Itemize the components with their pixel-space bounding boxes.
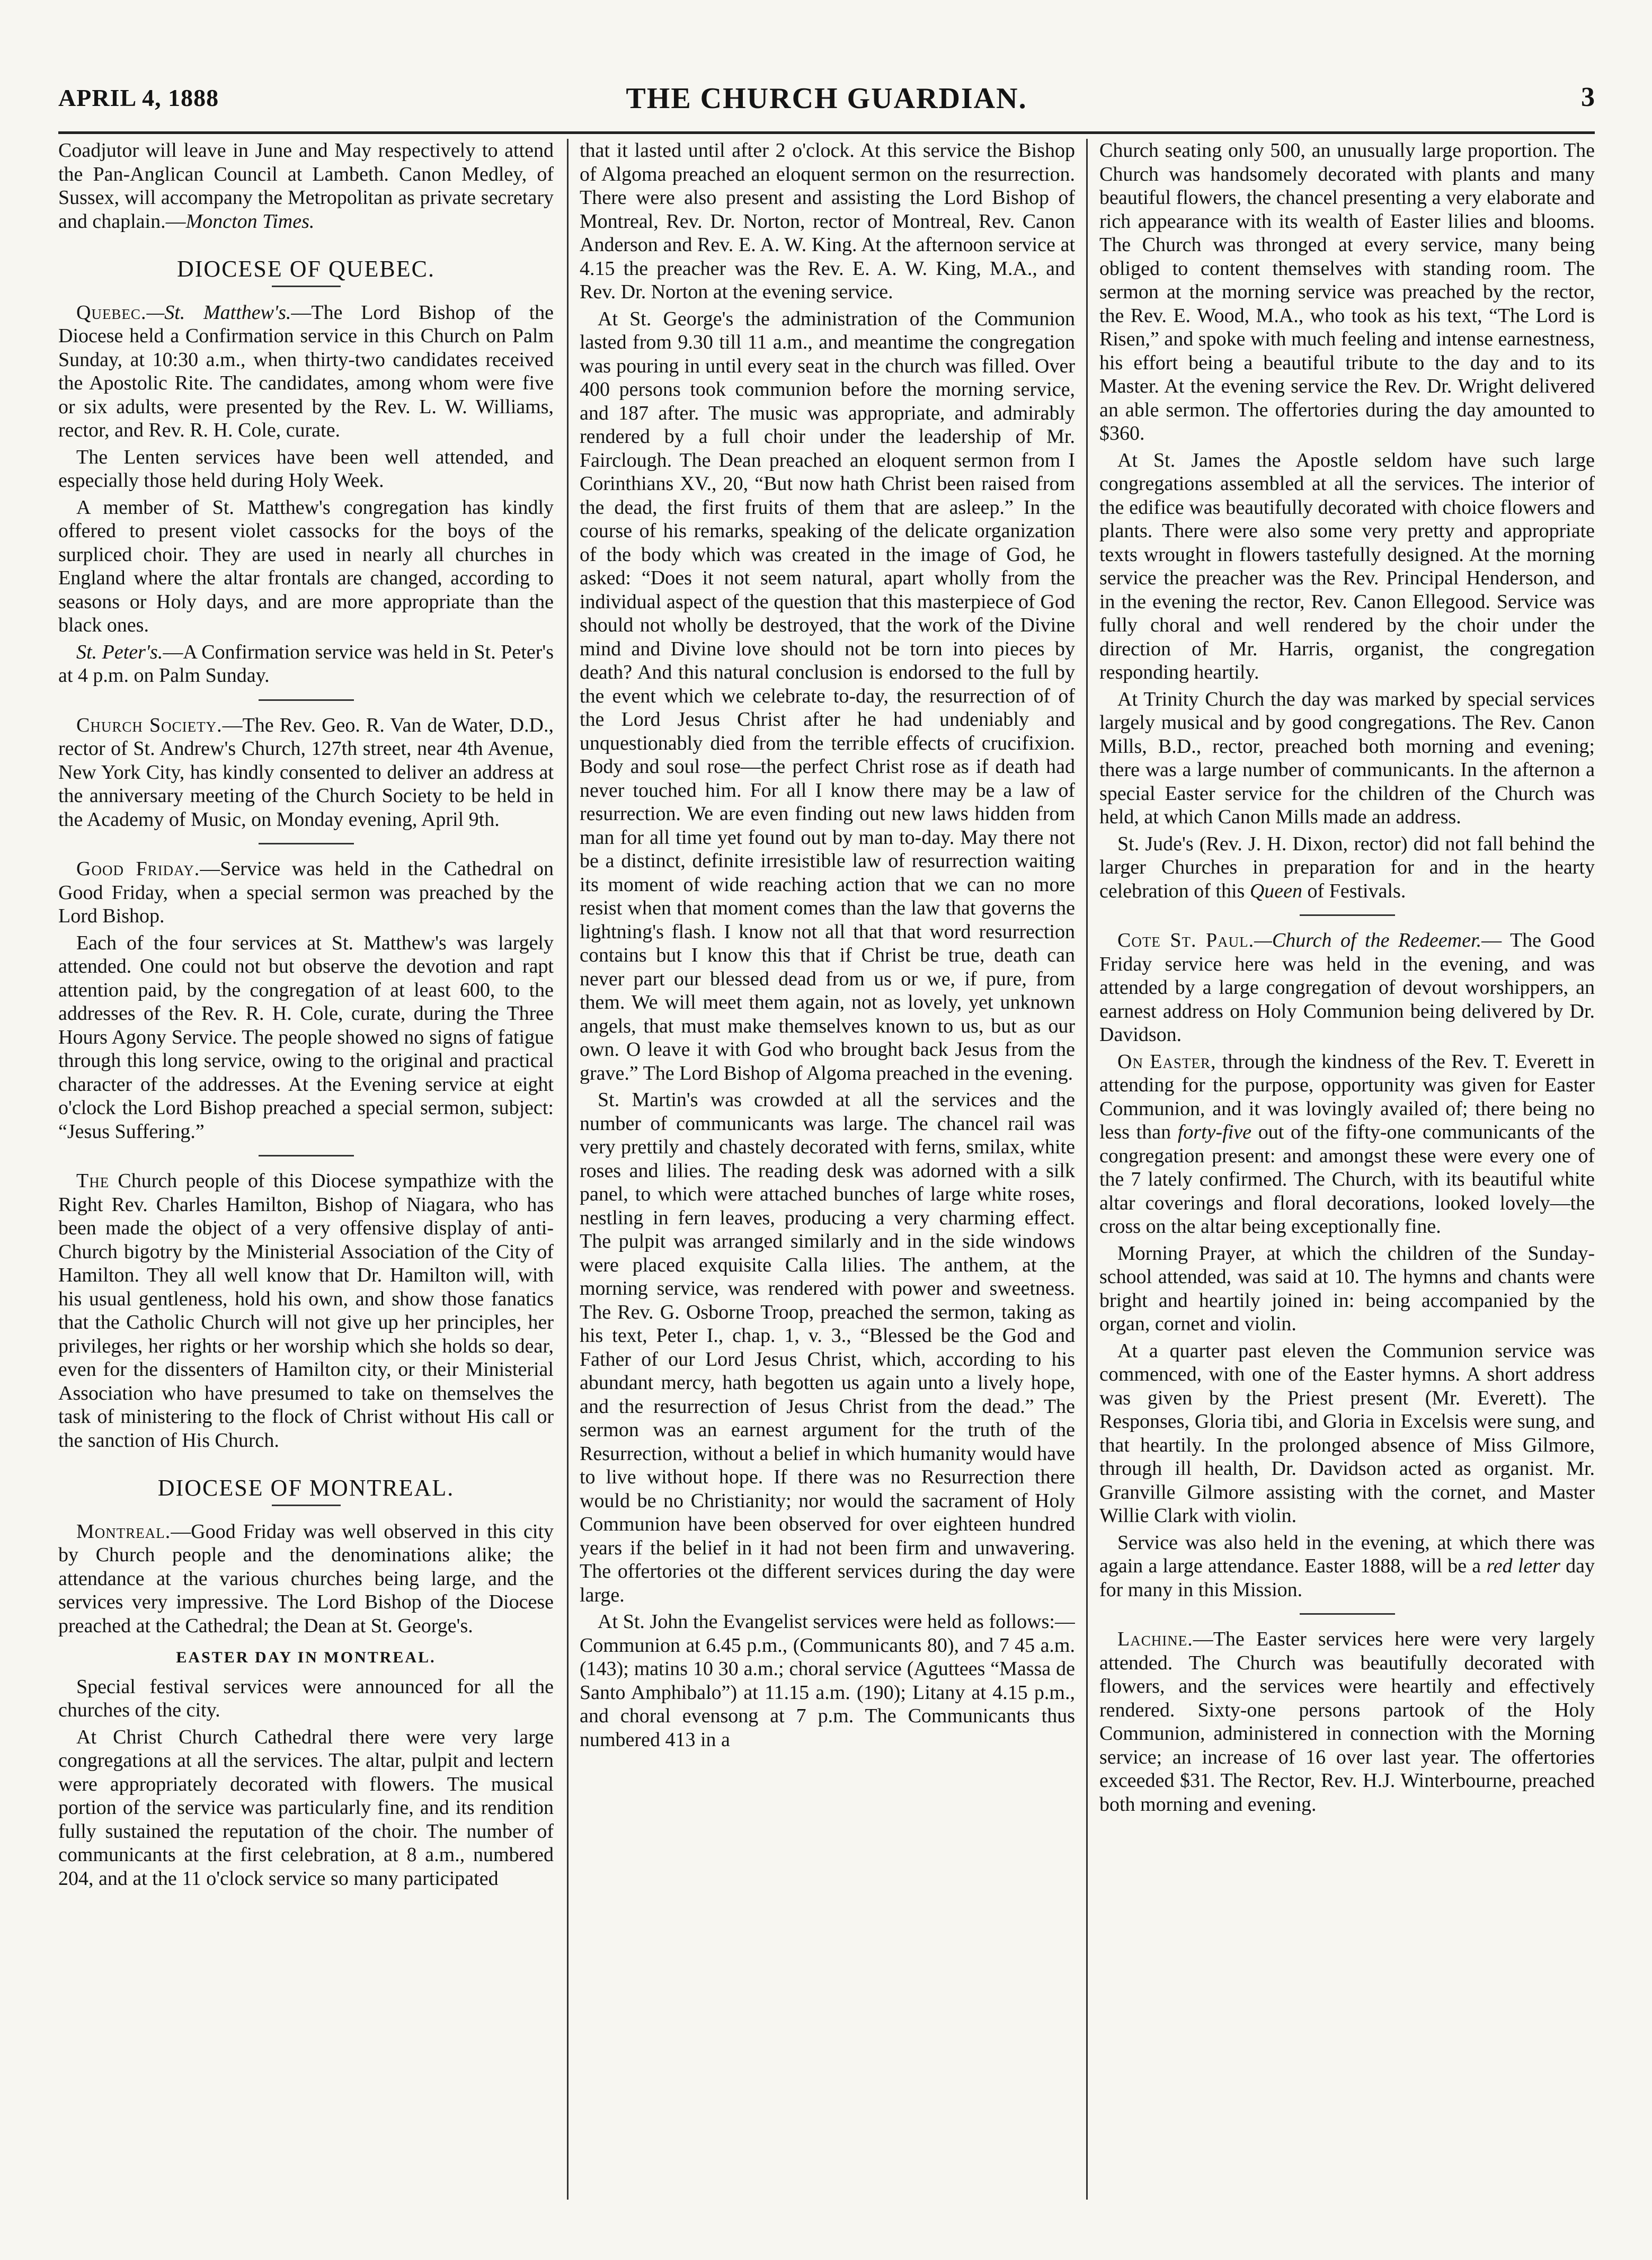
article-paragraph: A member of St. Matthew's congregation has kindly offered to present violet cassocks for the boys of the surpliced choir. They are used in nearly all churches in England where the altar frontals are changed, according to seasons or Holy days, and are more appropriate than the black ones.: [58, 496, 554, 636]
separator-rule: [259, 1155, 354, 1156]
article-paragraph: On Easter, through the kindness of the Rev. T. Everett in attending for the purpose, opportunity was given for Easter Communion, and it was lovingly availed of; there being no less than forty-five out of the fifty-one communicants of the congregation present: and amongst these were every one of the 7 lately confirmed. The Church, with its beautiful white altar coverings and floral decorations, looked lovely—the cross on the altar being exceptionally fine.: [1099, 1050, 1595, 1238]
newspaper-title: THE CHURCH GUARDIAN.: [626, 82, 1027, 115]
column-rule: [567, 139, 569, 2200]
heading-rule: [272, 1505, 341, 1506]
article-paragraph: Lachine.—The Easter services here were very largely attended. The Church was beautifully decorated with flowers, and the services were heartily and effectively rendered. Sixty-one persons partook of the Holy Communion, administered in connection with the Morning service; an increase of 16 over last year. The offertories exceeded $31. The Rector, Rev. H.J. Winterbourne, preached both morning and evening.: [1099, 1628, 1595, 1816]
article-paragraph: St. Jude's (Rev. J. H. Dixon, rector) did not fall behind the larger Churches in preparation for and in the hearty celebration of this Queen of Festivals.: [1099, 832, 1595, 902]
article-paragraph: Each of the four services at St. Matthew's was largely attended. One could not but observe the devotion and rapt attention paid, by the congregation of at least 600, to the addresses of the Rev. R. H. Cole, curate, during the Three Hours Agony Service. The people showed no signs of fatigue through this long service, owing to the original and practical character of the addresses. At the Evening service at eight o'clock the Lord Bishop preached a special sermon, subject: “Jesus Suffering.”: [58, 931, 554, 1143]
column-1: [58, 139, 554, 2205]
column-2: [580, 139, 1075, 2205]
article-paragraph: At St. George's the administration of the Communion lasted from 9.30 till 11 a.m., and meantime the congregation was pouring in until every seat in the church was filled. Over 400 persons took communion before the morning service, and 187 after. The music was appropriate, and admirably rendered by a full choir under the leadership of Mr. Fairclough. The Dean preached an eloquent sermon from I Corinthians XV., 20, “But now hath Christ been raised from the dead, the first fruits of them that are asleep.” In the course of his remarks, speaking of the delicate organization of the body which was created in the image of God, he asked: “Does it not seem natural, apart wholly from the individual aspect of the question that this masterpiece of God should not wholly be destroyed, that the work of the Divine mind and Divine love should not be torn into pieces by death? And this natural conclusion is endorsed to the full by the event which we celebrate to-day, the resurrection of of the Lord Jesus Christ after he had undeniably and unquestionably died from the terrible effects of crucifixion. Body and soul rose—the perfect Christ rose as if death had never touched him. For all I know there may be a law of resurrection. We are even finding out new laws hidden from man for all time yet found out by man to-day. May there not be a distinct, definite irresistible law of resurrection waiting its moment of wide reaching action that we can no more resist when that moment comes than the law that governs the lightning's flash. I know not all that that word resurrection contains but I know this that if Christ be true, death can never part our blessed dead from us or we, if pure, from them. We will meet them again, not as lovely, yet unknown angels, that must make themselves known to us, but as our own. O leave it with God who brought back Jesus from the grave.” The Lord Bishop of Algoma preached in the evening.: [580, 307, 1075, 1084]
article-paragraph: At Trinity Church the day was marked by special services largely musical and by good congregations. The Rev. Canon Mills, B.D., rector, preached both morning and evening; there was a large number of communicants. In the afternon a special Easter service for the children of the Church was held, at which Canon Mills made an address.: [1099, 688, 1595, 828]
article-paragraph: At St. John the Evangelist services were held as follows:—Communion at 6.45 p.m., (Communicants 80), and 7 45 a.m. (143); matins 10 30 a.m.; choral service (Aguttees “Massa de Santo Amphibalo”) at 11.15 a.m. (190); Litany at 4.15 p.m., and choral evensong at 7 p.m. The Communicants thus numbered 413 in a: [580, 1611, 1075, 1751]
article-paragraph: Quebec.—St. Matthew's.—The Lord Bishop of the Diocese held a Confirmation service in this Church on Palm Sunday, at 10:30 a.m., when thirty-two candidates received the Apostolic Rite. The candidates, among whom were five or six adults, were presented by the Rev. L. W. Williams, rector, and Rev. R. H. Cole, curate.: [58, 301, 554, 441]
article-paragraph: Coadjutor will leave in June and May respectively to attend the Pan-Anglican Council at Lambeth. Canon Medley, of Sussex, will accompany the Metropolitan as private secretary and chaplain.—Moncton Times.: [58, 139, 554, 233]
issue-date: APRIL 4, 1888: [58, 84, 219, 111]
separator-rule: [1300, 1613, 1395, 1615]
article-paragraph: The Church people of this Diocese sympathize with the Right Rev. Charles Hamilton, Bishop of Niagara, who has been made the object of a very offensive display of anti-Church bigotry by the Ministerial Association of the City of Hamilton. They all well know that Dr. Hamilton will, with his usual gentleness, hold his own, and show those fanatics that the Catholic Church will not give up her principles, her privileges, her rights or her worship which she holds so dear, even for the dissenters of Hamilton city, or their Ministerial Association who have presumed to take on themselves the task of ministering to the flock of Christ without His call or the sanction of His Church.: [58, 1170, 554, 1452]
article-paragraph: that it lasted until after 2 o'clock. At this service the Bishop of Algoma preached an eloquent sermon on the resurrection. There were also present and assisting the Lord Bishop of Montreal, Rev. Dr. Norton, rector of Montreal, Rev. Canon Anderson and Rev. E. A. W. King. At the afternoon service at 4.15 the preacher was the Rev. E. A. W. King, M.A., and Rev. Dr. Norton at the evening service.: [580, 139, 1075, 303]
source-credit: Moncton Times.: [185, 210, 315, 233]
article-paragraph: Cote St. Paul.—Church of the Redeemer.— The Good Friday service here was held in the evening, and was attended by a large congregation of devout worshippers, an earnest address on Holy Communion being delivered by Dr. Davidson.: [1099, 929, 1595, 1046]
separator-rule: [259, 699, 354, 701]
subheading: EASTER DAY IN MONTREAL.: [176, 1649, 436, 1666]
article-paragraph: At a quarter past eleven the Communion service was commenced, with one of the Easter hymns. A short address was given by the Priest present (Mr. Everett). The Responses, Gloria tibi, and Gloria in Excelsis were sung, and that heartily. In the prolonged absence of Miss Gilmore, through ill health, Dr. Davidson acted as organist. Mr. Granville Gilmore assisting with the cornet, and Master Willie Clark with violin.: [1099, 1339, 1595, 1527]
article-paragraph: Church seating only 500, an unusually large proportion. The Church was handsomely decorated with plants and many beautiful flowers, the chancel presenting a very elaborate and rich appearance with its wealth of Easter lilies and blooms. The Church was thronged at every service, many being obliged to content themselves with standing room. The sermon at the morning service was preached by the rector, the Rev. E. Wood, M.A., who took as his text, “The Lord is Risen,” and spoke with much feeling and intense earnestness, his effort being a beautiful tribute to the day and to its Master. At the evening service the Rev. Dr. Wright delivered an able sermon. The offertories during the day amounted to $360.: [1099, 139, 1595, 444]
column-rule: [1086, 139, 1088, 2200]
article-paragraph: Service was also held in the evening, at which there was again a large attendance. Easter 1888, will be a red letter day for many in this Mission.: [1099, 1531, 1595, 1601]
article-paragraph: The Lenten services have been well attended, and especially those held during Holy Week.: [58, 446, 554, 492]
article-paragraph: Good Friday.—Service was held in the Cathedral on Good Friday, when a special sermon was preached by the Lord Bishop.: [58, 858, 554, 927]
article-paragraph: At Christ Church Cathedral there were very large congregations at all the services. The altar, pulpit and lectern were appropriately decorated with flowers. The musical portion of the service was particularly fine, and its rendition fully sustained the reputation of the choir. The number of communicants at the first celebration, at 8 a.m., numbered 204, and at the 11 o'clock service so many participated: [58, 1725, 554, 1890]
article-paragraph: St. Peter's.—A Confirmation service was held in St. Peter's at 4 p.m. on Palm Sunday.: [58, 640, 554, 687]
article-paragraph: Montreal.—Good Friday was well observed in this city by Church people and the denominations alike; the attendance at the various churches being large, and the services very impressive. The Lord Bishop of the Diocese preached at the Cathedral; the Dean at St. George's.: [58, 1520, 554, 1637]
article-paragraph: Morning Prayer, at which the children of the Sunday-school attended, was said at 10. The hymns and chants were bright and heartily joined in: being accompanied by the organ, cornet and violin.: [1099, 1242, 1595, 1335]
article-paragraph: Special festival services were announced for all the churches of the city.: [58, 1675, 554, 1721]
heading-rule: [272, 286, 341, 287]
page-number: 3: [1581, 82, 1595, 112]
separator-rule: [1300, 914, 1395, 916]
section-heading: DIOCESE OF MONTREAL.: [157, 1475, 455, 1501]
article-paragraph: Church Society.—The Rev. Geo. R. Van de Water, D.D., rector of St. Andrew's Church, 127th street, near 4th Avenue, New York City, has kindly consented to deliver an address at the anniversary meeting of the Church Society to be held in the Academy of Music, on Monday evening, April 9th.: [58, 714, 554, 831]
column-3: [1099, 139, 1595, 2205]
separator-rule: [259, 843, 354, 844]
section-heading: DIOCESE OF QUEBEC.: [176, 256, 436, 282]
masthead: [58, 74, 1595, 127]
article-paragraph: St. Martin's was crowded at all the services and the number of communicants was large. The chancel rail was very prettily and chastely decorated with ferns, smilax, white roses and lilies. The reading desk was adorned with a silk panel, to which were attached bunches of large white roses, nestling in fern leaves, producing a very charming effect. The pulpit was arranged similarly and in the side windows were placed exquisite Calla lilies. The anthem, at the morning service, was rendered with power and sweetness. The Rev. G. Osborne Troop, preached the sermon, taking as his text, Peter I., chap. 1, v. 3., “Blessed be the God and Father of our Lord Jesus Christ, which, according to his abundant mercy, hath begotten us again unto a lively hope, and the resurrection of Jesus Christ from the dead.” The sermon was an earnest argument for the truth of the Resurrection, without a belief in which humanity would have to live without hope. If there was no Resurrection there would be no Christianity; nor would the sacrament of Holy Communion have been observed for over eighteen hundred years if the belief in it had not been firm and unwavering. The offertories ot the different services during the day were large.: [580, 1089, 1075, 1606]
article-paragraph: At St. James the Apostle seldom have such large congregations assembled at all the services. The interior of the edifice was beautifully decorated with choice flowers and plants. There were also some very pretty and appropriate texts wrought in flowers tastefully designed. At the morning service the preacher was the Rev. Principal Henderson, and in the evening the rector, Rev. Canon Ellegood. Service was fully choral and well rendered by the choir under the direction of Mr. Harris, organist, the congregation responding heartily.: [1099, 449, 1595, 683]
masthead-rule: [58, 131, 1595, 134]
